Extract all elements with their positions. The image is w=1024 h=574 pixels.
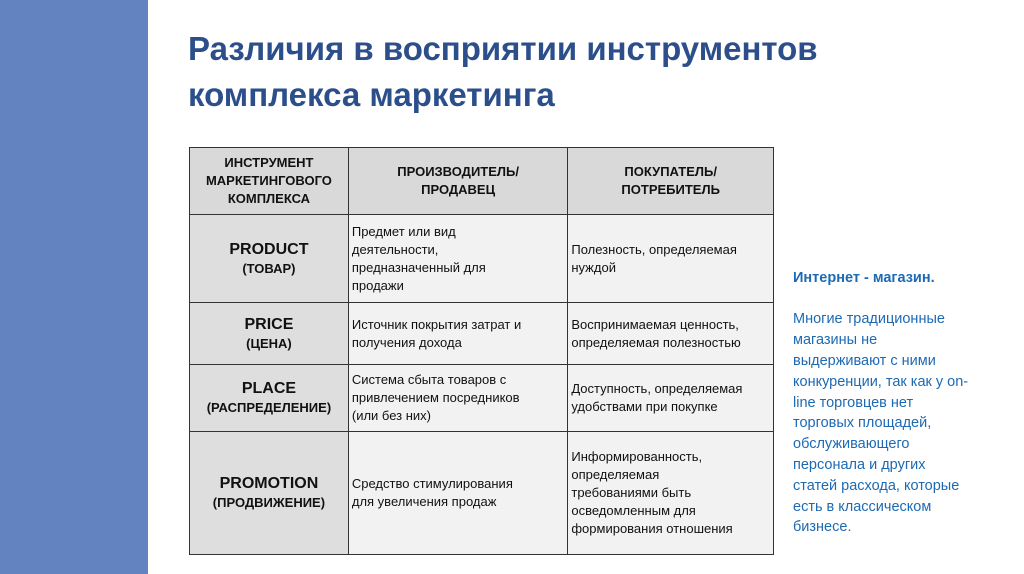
side-accent-bar: [0, 0, 148, 574]
instrument-cell: [190, 432, 349, 555]
table-row: [190, 215, 774, 303]
table-row: [190, 432, 774, 555]
buyer-cell: Информированность, определяемая требованиями быть осведомленным для формирования отношения: [568, 432, 774, 555]
table-row: [190, 303, 774, 365]
instrument-cell: [190, 365, 349, 432]
seller-cell: Система сбыта товаров с привлечением посредников (или без них): [348, 365, 568, 432]
note-heading: Интернет - магазин.: [793, 269, 935, 286]
instrument-translation: (ТОВАР): [242, 260, 296, 276]
instrument-name: PLACE: [241, 380, 297, 397]
seller-cell: Предмет или вид деятельности, предназначенный для продажи: [348, 215, 568, 303]
instrument-cell: [190, 215, 349, 303]
buyer-cell: Полезность, определяемая нуждой: [568, 215, 774, 303]
marketing-mix-table: [189, 147, 774, 555]
instrument-translation: (ЦЕНА): [246, 335, 292, 351]
instrument-name: PRODUCT: [229, 240, 309, 258]
header-buyer: ПОКУПАТЕЛЬ/ ПОТРЕБИТЕЛЬ: [568, 148, 774, 215]
buyer-cell: Доступность, определяемая удобствами при покупке: [568, 365, 774, 432]
seller-cell: Средство стимулирования для увеличения продаж: [348, 432, 568, 555]
header-seller: ПРОИЗВОДИТЕЛЬ/ ПРОДАВЕЦ: [348, 148, 568, 215]
internet-shop-note: [793, 247, 1023, 538]
instrument-translation: (ПРОДВИЖЕНИЕ): [212, 495, 326, 510]
buyer-cell: Воспринимаемая ценность, определяемая полезностью: [568, 303, 774, 365]
instrument-name: PRICE: [244, 315, 294, 333]
instrument-cell: [190, 303, 349, 365]
header-instrument: ИНСТРУМЕНТ МАРКЕТИНГОВОГО КОМПЛЕКСА: [190, 148, 349, 215]
instrument-translation: (РАСПРЕДЕЛЕНИЕ): [206, 400, 332, 415]
note-body: Многие традиционные магазины не выдерживают с ними конкуренции, так как у on- line торговцев нет торговых площадей, обслуживающего персонала и других статей расхода, которые есть в классическом бизнесе.: [793, 311, 969, 536]
table-header-row: [190, 148, 774, 215]
instrument-name: PROMOTION: [219, 475, 319, 492]
table-row: [190, 365, 774, 432]
slide-title: Различия в восприятии инструментов комплекса маркетинга: [188, 30, 818, 113]
seller-cell: Источник покрытия затрат и получения дохода: [348, 303, 568, 365]
